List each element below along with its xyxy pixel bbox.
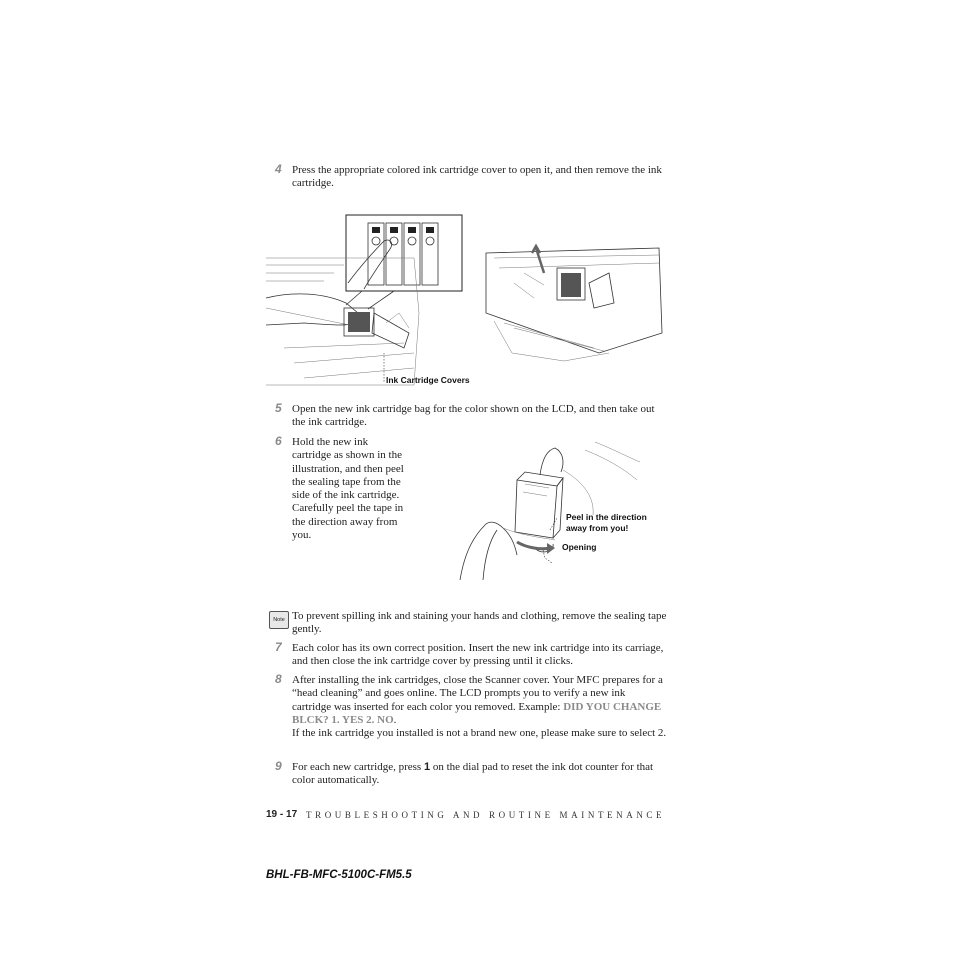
- step-8-text-line2: If the ink cartridge you installed is not a brand new one, please make sure to select 2.: [292, 727, 667, 740]
- lcd-prompt: DID YOU CHANGE BLCK? 1. YES 2. NO: [292, 700, 662, 726]
- note-text: To prevent spilling ink and staining your hands and clothing, remove the sealing tape gently.: [292, 610, 667, 636]
- step-4-number: 4: [275, 162, 282, 176]
- section-title: TROUBLESHOOTING AND ROUTINE MAINTENANCE: [306, 810, 666, 820]
- step-7-text: Each color has its own correct position. Insert the new ink cartridge into its carriage, and then close the ink cartridge cover by pressing until it clicks.: [292, 642, 664, 668]
- peel-direction-caption: Peel in the direction away from you!: [566, 512, 647, 533]
- ink-cartridge-covers-caption: Ink Cartridge Covers: [386, 375, 470, 385]
- step-9-text-after: on the dial pad to reset the ink dot counter for that color automatically.: [292, 761, 654, 787]
- step-8-text-after: .: [393, 713, 397, 726]
- opening-caption: Opening: [562, 542, 597, 552]
- step-8-text: [292, 674, 667, 740]
- step-5-text: Open the new ink cartridge bag for the color shown on the LCD, and then take out the ink cartridge.: [292, 403, 655, 429]
- step-7-number: 7: [275, 640, 282, 654]
- step-5-number: 5: [275, 401, 282, 415]
- step-6-number: 6: [275, 434, 282, 448]
- dial-key: 1: [423, 761, 431, 773]
- step-9-text: [292, 761, 667, 788]
- step-6-text: Hold the new ink cartridge as shown in the illustration, and then peel the sealing tape from the side of the ink cartridge. Carefully peel the tape in the direction away from you.: [292, 436, 404, 542]
- cartridge: [515, 472, 563, 538]
- step-8-text-before: After installing the ink cartridges, close the Scanner cover. Your MFC prepares for a “head cleaning” and goes online. The LCD prompts you to verify a new ink cartridge was inserted for each color you removed. Example:: [292, 674, 663, 713]
- mfc-right-view: [486, 246, 662, 361]
- step-9-text-before: For each new cartridge, press: [292, 761, 424, 773]
- note-icon: [269, 611, 289, 629]
- note-icon-label: Note: [273, 617, 285, 623]
- ink-cartridge-covers-illustration: [264, 213, 664, 388]
- page-number: 19 - 17: [266, 809, 298, 820]
- step-9-number: 9: [275, 759, 282, 773]
- step-4-text: Press the appropriate colored ink cartridge cover to open it, and then remove the ink cartridge.: [292, 164, 662, 190]
- step-8-number: 8: [275, 672, 282, 686]
- document-id: BHL-FB-MFC-5100C-FM5.5: [266, 869, 412, 881]
